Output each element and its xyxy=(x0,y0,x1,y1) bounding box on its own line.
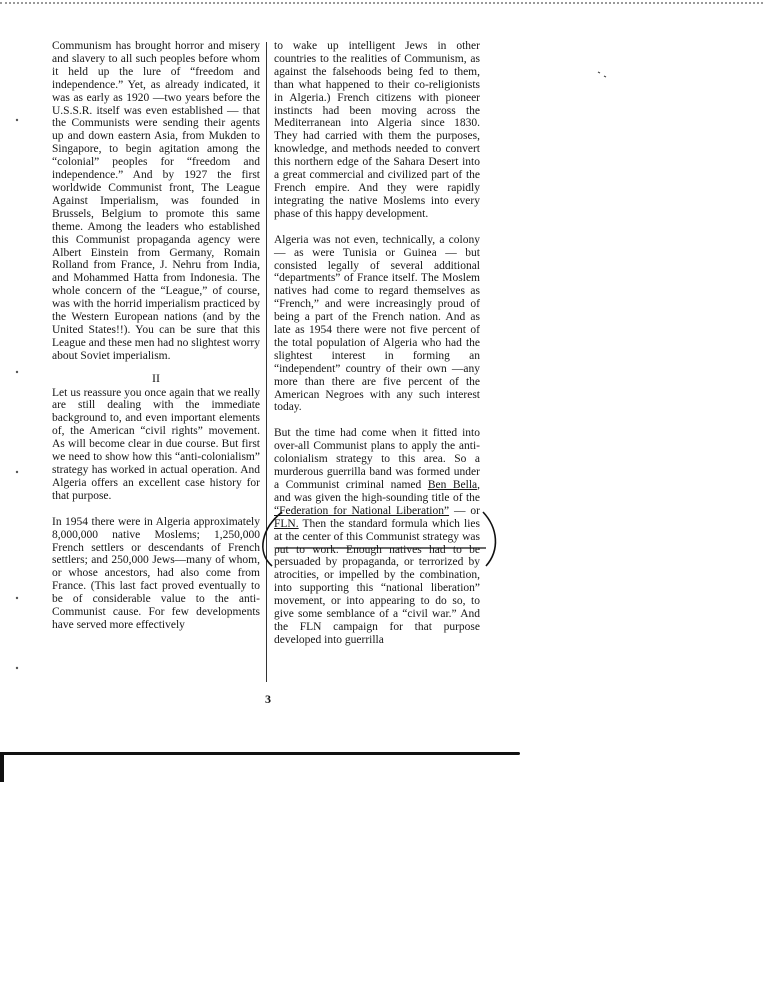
underlined-abbreviation: FLN. xyxy=(274,517,299,530)
paragraph: to wake up intelligent Jews in other countries to the realities of Communism, as against the falsehoods being fed to them, than what happened to their co-religionists in Algeria.) French citizens with pioneer instincts had been moving across the Mediterranean into Algeria since 1830. They had carried with them the purposes, knowledge, and methods needed to convert this northern edge of the Sahara Desert into a great commercial and civilized part of the French empire. And they were rapidly integrating the native Moslems into every phase of this happy development. xyxy=(274,40,480,220)
text-run: But the time had come when it fitted into over-all Communist plans to apply the anti-colonialism strategy to this area. So a murderous guerrilla band was formed under a Communist criminal named xyxy=(274,427,480,491)
margin-dot xyxy=(16,471,18,473)
underlined-organization: “Federation for National Liberation” xyxy=(274,504,450,517)
section-heading: II xyxy=(152,370,160,385)
stray-mark xyxy=(598,72,606,77)
margin-dot xyxy=(16,119,18,121)
margin-dot xyxy=(16,371,18,373)
text-run: — or xyxy=(449,504,480,517)
text-run: Then the standard formula which lies at the center of this Communist strategy was put to work. Enough natives had to be persuaded by propaganda, or terrorized by atrocities, or impelled by the combination, into supporting this “national liberation” movement, or into appearing to do so, to give some semblance of a “civil war.” And the FLN campaign for that purpose developed into guerrilla xyxy=(274,517,480,646)
paragraph: Communism has brought horror and misery and slavery to all such peoples before whom it held up the lure of “freedom and independence.” Yet, as already indicated, it was as early as 1920 —two years before the U.S.S.R. itself was even established — that the Communists were sending their agents up and down eastern Asia, from Mukden to Singapore, to begin agitation among the “colonial” peoples for “freedom and independence.” And by 1927 the first worldwide Communist front, The League Against Imperialism, was founded in Brussels, Belgium to promote this same theme. Among the leaders who established this Communist propaganda agency were Albert Einstein from Germany, Romain Rolland from France, J. Nehru from India, and Mohammed Hatta from Indonesia. The whole concern of the “League,” of course, was with the horrid imperialism practiced by the Western European nations (and by the United States!!). You can be sure that this League and these men had no slightest worry about Soviet imperialism. xyxy=(52,40,260,362)
margin-dot xyxy=(16,597,18,599)
paragraph: Let us reassure you once again that we really are still dealing with the immediate background to, and even important elements of, the American “civil rights” movement. As will become clear in due course. But first we need to show how this “anti-colonialism” strategy has worked in actual operation. And Algeria offers an excellent case history for that purpose. xyxy=(52,386,260,502)
paragraph: Algeria was not even, technically, a colony — as were Tunisia or Guinea — but consisted legally of several additional “departments” of France itself. The Moslem natives had come to regard themselves as “French,” and were increasingly proud of being a part of the French nation. And as late as 1954 there were not five percent of the total population of Algeria who had the slightest interest in forming an “independent” country of their own —any more than there are five percent of the American Negroes with any such interest today. xyxy=(274,233,480,414)
paragraph: In 1954 there were in Algeria approximately 8,000,000 native Moslems; 1,250,000 French settlers or descendants of French settlers; and 250,000 Jews—many of whom, or whose ancestors, had also come from France. (This last fact proved eventually to be of considerable value to the anti-Communist cause. For few developments have served more effectively xyxy=(52,515,260,631)
underlined-name: Ben Bella xyxy=(427,479,478,491)
right-bracket-mark xyxy=(483,512,495,566)
text-run: , and was given the high-sounding title of the xyxy=(274,479,480,504)
margin-dot xyxy=(16,667,18,669)
paragraph xyxy=(274,427,480,646)
column-divider xyxy=(266,42,267,682)
scan-bottom-rule xyxy=(0,752,520,755)
scan-bottom-hook xyxy=(0,752,4,782)
left-column xyxy=(52,40,260,632)
page-number: 3 xyxy=(265,692,271,706)
right-column xyxy=(274,40,480,647)
scan-top-edge xyxy=(0,2,763,4)
